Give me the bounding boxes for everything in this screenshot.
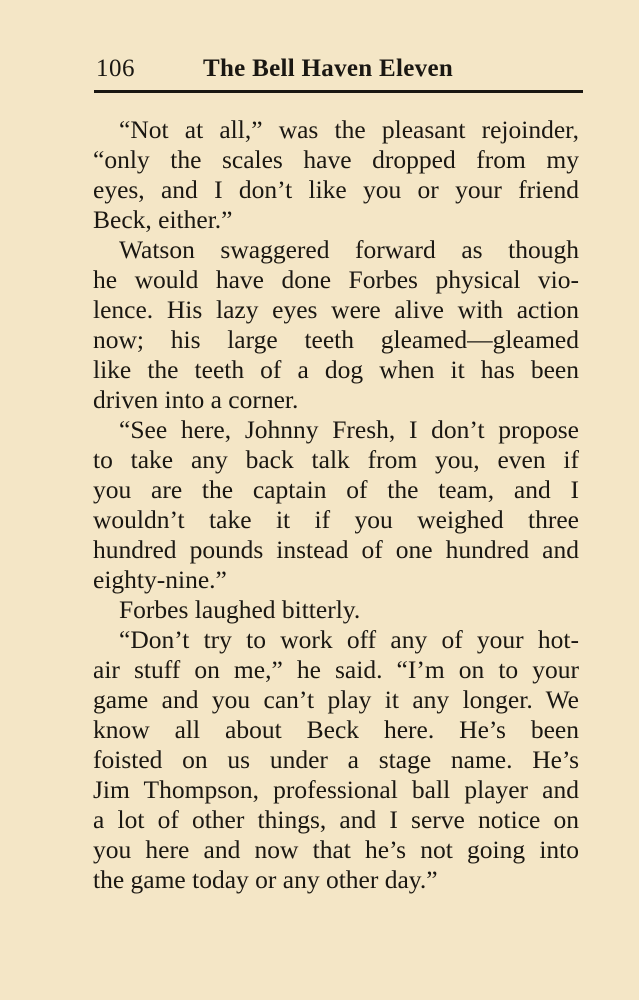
text-line: like the teeth of a dog when it has been — [93, 355, 579, 384]
text-line: eighty-nine.” — [93, 565, 227, 594]
text-line: Watson swaggered forward as though — [119, 235, 579, 264]
text-line: you are the captain of the team, and I — [93, 475, 579, 504]
text-line: hundred pounds instead of one hundred and — [93, 535, 579, 564]
text-line: “See here, Johnny Fresh, I don’t propose — [119, 415, 579, 444]
text-line: the game today or any other day.” — [93, 865, 438, 894]
text-line: “only the scales have dropped from my — [93, 145, 579, 174]
text-line: now; his large teeth gleamed—gleamed — [93, 325, 579, 354]
text-line: eyes, and I don’t like you or your friend — [93, 175, 579, 204]
text-line: driven into a corner. — [93, 385, 299, 414]
text-line: a lot of other things, and I serve notice on — [93, 805, 579, 834]
text-line: Jim Thompson, professional ball player and — [93, 775, 579, 804]
text-line: wouldn’t take it if you weighed three — [93, 505, 579, 534]
text-line: “Don’t try to work off any of your hot- — [119, 625, 579, 654]
text-line: you here and now that he’s not going into — [93, 835, 579, 864]
text-line: he would have done Forbes physical vio- — [93, 265, 579, 294]
text-line: to take any back talk from you, even if — [93, 445, 579, 474]
text-line: game and you can’t play it any longer. We — [93, 685, 579, 714]
body-text — [93, 115, 579, 895]
page-number: 106 — [96, 55, 135, 82]
header-rule — [94, 90, 583, 93]
running-title: The Bell Haven Eleven — [203, 55, 454, 82]
text-line: lence. His lazy eyes were alive with action — [93, 295, 579, 324]
running-header — [96, 52, 581, 86]
text-line: foisted on us under a stage name. He’s — [93, 745, 579, 774]
text-line: air stuff on me,” he said. “I’m on to your — [93, 655, 579, 684]
text-line: Forbes laughed bitterly. — [119, 595, 361, 624]
text-line: “Not at all,” was the pleasant rejoinder, — [119, 115, 579, 144]
text-line: Beck, either.” — [93, 205, 233, 234]
text-line: know all about Beck here. He’s been — [93, 715, 579, 744]
